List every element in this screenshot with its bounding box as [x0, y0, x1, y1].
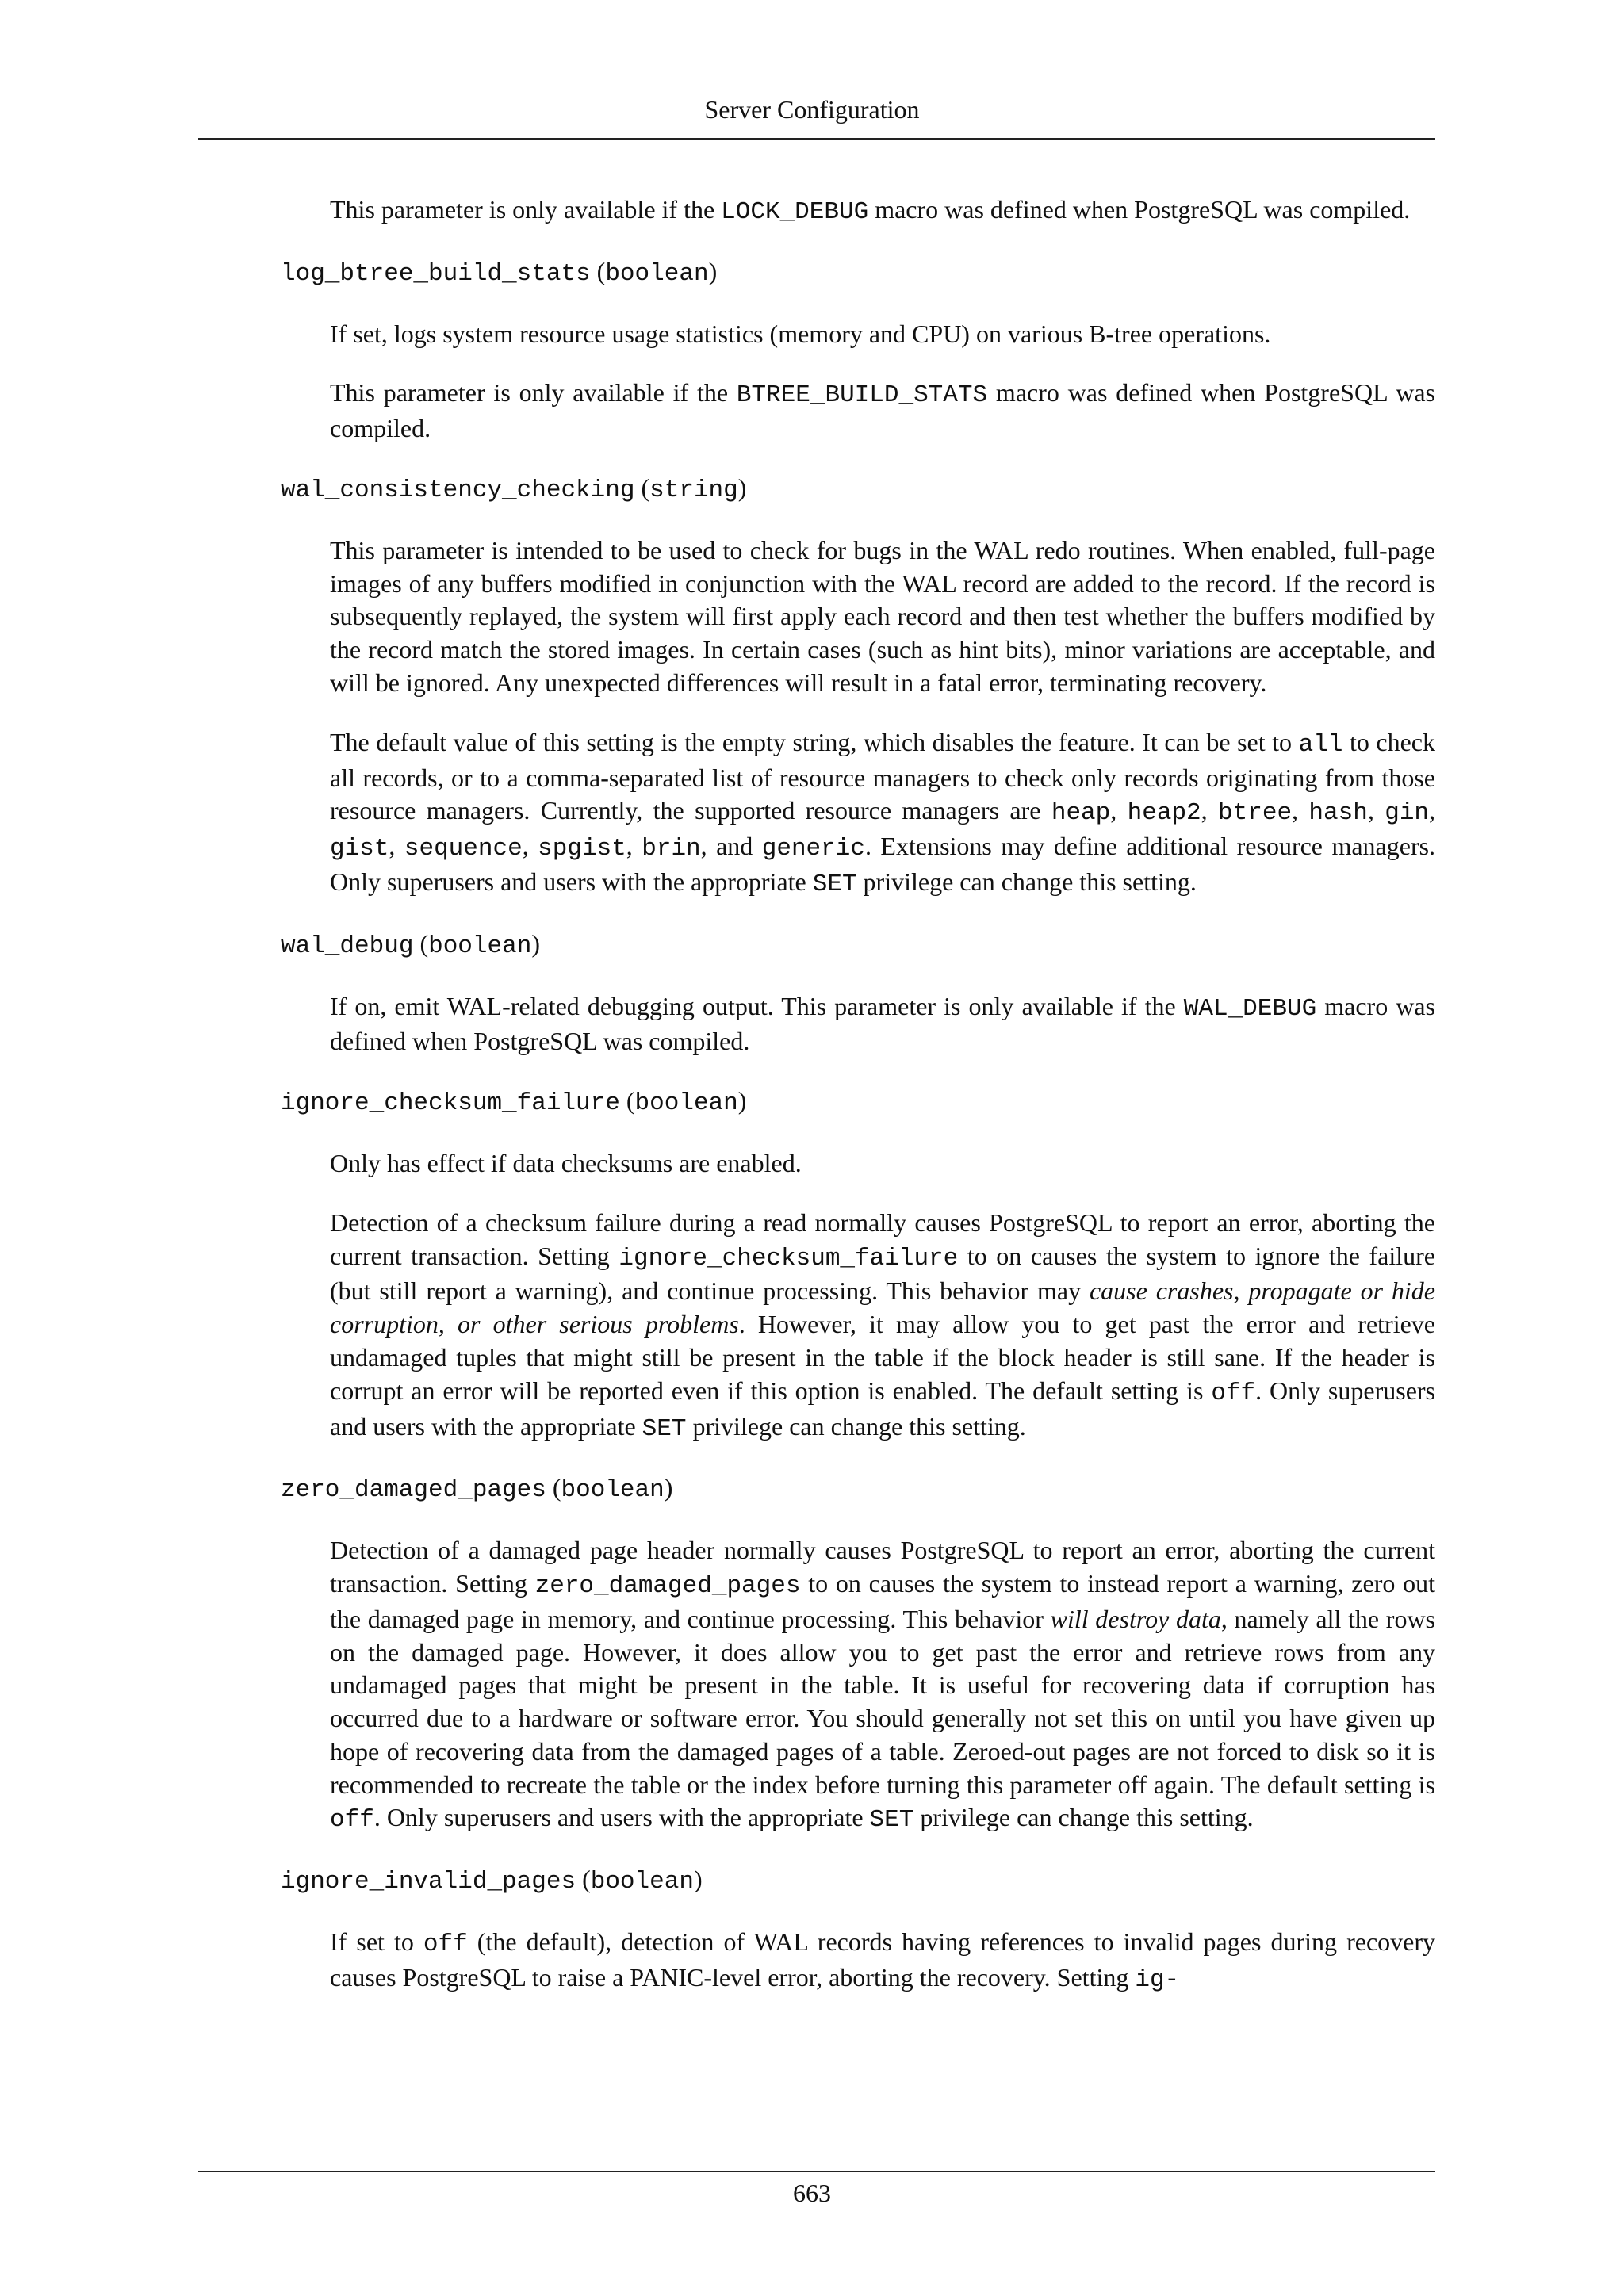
inline-code: all — [1298, 730, 1343, 759]
inline-code: LOCK_DEBUG — [721, 198, 869, 226]
parameter-type: boolean — [428, 932, 532, 960]
text: , namely all the rows on the damaged page. However, it does allow you to get past the error and retrieve rows from any undamaged pages that might be present in the table. It is useful for recovering data if corruption has occurred due to a hardware or software error. You should generally not set this on until you have given up hope of recovering data from the damaged pages of a table. Zeroed-out pages are not forced to disk so it is recommended to recreate the table or the index before turning this parameter off again. The default setting is — [330, 1604, 1435, 1799]
resource-manager: generic — [761, 835, 865, 863]
resource-manager: gist — [330, 835, 389, 863]
parameter-name: wal_consistency_checking — [281, 476, 635, 504]
paragraph — [330, 193, 1435, 229]
text: Detection of a damaged page header normally causes PostgreSQL to report an error, aborting the current transaction. Setting — [330, 1536, 1435, 1598]
emphasis: cause crashes, propagate or hide corruption, or other serious problems — [330, 1276, 1436, 1339]
inline-code: off — [1211, 1379, 1256, 1407]
inline-code: ig- — [1135, 1965, 1180, 1994]
header-rule — [198, 138, 1435, 140]
resource-manager: brin — [642, 835, 701, 863]
paragraph — [330, 726, 1435, 901]
resource-manager: btree — [1218, 799, 1293, 828]
resource-manager: sequence — [404, 835, 523, 863]
parameter-term: ignore_invalid_pages (boolean) — [281, 1865, 703, 1896]
paragraph: If set, logs system resource usage statistics (memory and CPU) on various B-tree operations. — [330, 319, 1271, 348]
text: macro was defined when PostgreSQL was compiled. — [868, 195, 1411, 224]
parameter-term: ignore_checksum_failure (boolean) — [281, 1086, 747, 1118]
inline-code: off — [330, 1806, 374, 1835]
paragraph — [330, 1926, 1435, 1997]
inline-code: SET — [642, 1414, 687, 1443]
paragraph: Only has effect if data checksums are enabled. — [330, 1148, 802, 1177]
parameter-name: wal_debug — [281, 932, 414, 960]
text: macro was defined when PostgreSQL was compiled. — [330, 991, 1436, 1056]
parameter-type: boolean — [605, 259, 709, 288]
resource-manager: spgist — [538, 835, 626, 863]
text: This parameter is only available if the — [330, 195, 722, 224]
running-header: Server Configuration — [704, 95, 920, 124]
page-number: 663 — [793, 2179, 831, 2207]
text: macro was defined when PostgreSQL was compiled. — [330, 378, 1435, 443]
text: . Extensions may define additional resource managers. Only superusers and users with the appropriate — [330, 832, 1436, 896]
text: . Only superusers and users with the appropriate — [330, 1376, 1436, 1441]
parameter-term: wal_debug (boolean) — [281, 928, 540, 960]
parameter-name: ignore_invalid_pages — [281, 1868, 576, 1896]
paragraph — [330, 1207, 1435, 1446]
inline-code: WAL_DEBUG — [1183, 994, 1317, 1023]
text: The default value of this setting is the empty string, which disables the feature. It can be set to — [330, 727, 1299, 756]
inline-code: ignore_checksum_failure — [619, 1244, 959, 1272]
parameter-name: log_btree_build_stats — [281, 259, 591, 288]
parameter-name: zero_damaged_pages — [281, 1476, 546, 1505]
separator: , — [1292, 796, 1309, 825]
inline-code: SET — [869, 1806, 914, 1835]
parameter-type: boolean — [561, 1476, 665, 1505]
emphasis: will destroy data — [1050, 1604, 1221, 1633]
paragraph — [330, 377, 1435, 446]
text: privilege can change this setting. — [914, 1803, 1254, 1832]
parameter-type: boolean — [634, 1089, 738, 1118]
text: to check all records, or to a comma-separated list of resource managers to check only records originating from those resource managers. Currently, the supported resource managers are — [330, 727, 1436, 825]
resource-manager: hash — [1308, 799, 1368, 828]
text: to on causes the system to instead report a warning, zero out the damaged page in memory, and continue processing. This behavior — [330, 1568, 1436, 1633]
separator: , — [626, 832, 642, 861]
parameter-type: string — [649, 476, 738, 504]
text: If on, emit WAL-related debugging output. This parameter is only available if the — [330, 991, 1184, 1020]
footer-rule — [198, 2171, 1435, 2172]
text: privilege can change this setting. — [686, 1411, 1026, 1441]
paragraph: This parameter is intended to be used to check for bugs in the WAL redo routines. When enabled, full-page images of any buffers modified in conjunction with the WAL record are added to the record. If the record is subsequently replayed, the system will first apply each record and then test whether the buffers modified by the record match the stored images. In certain cases (such as hint bits), minor variations are acceptable, and will be ignored. Any unexpected differences will result in a fatal error, terminating recovery. — [330, 535, 1435, 697]
parameter-term: wal_consistency_checking (string) — [281, 473, 747, 504]
separator: , — [1429, 796, 1436, 825]
text: . However, it may allow you to get past the error and retrieve undamaged tuples that might still be present in the table if the block header is still sane. If the header is corrupt an error will be reported even if this option is enabled. The default setting is — [330, 1310, 1435, 1405]
resource-manager: heap2 — [1127, 799, 1201, 828]
inline-code: off — [423, 1931, 468, 1959]
separator: , and — [700, 832, 762, 861]
text: Detection of a checksum failure during a read normally causes PostgreSQL to report an error, aborting the current transaction. Setting — [330, 1207, 1435, 1270]
resource-manager: gin — [1385, 799, 1430, 828]
page-body — [281, 193, 1436, 2023]
resource-manager: heap — [1051, 799, 1111, 828]
inline-code: SET — [812, 870, 857, 898]
paragraph — [330, 990, 1435, 1059]
text: This parameter is only available if the — [330, 378, 737, 408]
text: privilege can change this setting. — [856, 867, 1197, 896]
parameter-type: boolean — [590, 1868, 694, 1896]
paragraph — [330, 1534, 1435, 1837]
separator: , — [389, 832, 404, 861]
separator: , — [1110, 796, 1128, 825]
inline-code: zero_damaged_pages — [534, 1571, 801, 1600]
separator: , — [522, 832, 538, 861]
text: to on causes the system to ignore the failure (but still report a warning), and continue processing. This behavior may — [330, 1241, 1436, 1306]
text: (the default), detection of WAL records having references to invalid pages during recovery causes PostgreSQL to raise a PANIC-level error, aborting the recovery. Setting — [330, 1927, 1436, 1992]
parameter-name: ignore_checksum_failure — [281, 1089, 620, 1118]
text: . Only superusers and users with the appropriate — [373, 1803, 870, 1832]
inline-code: BTREE_BUILD_STATS — [736, 381, 988, 410]
parameter-term: zero_damaged_pages (boolean) — [281, 1473, 673, 1505]
parameter-term: log_btree_build_stats (boolean) — [281, 256, 718, 288]
separator: , — [1367, 796, 1385, 825]
text: If set to — [330, 1927, 423, 1957]
separator: , — [1201, 796, 1219, 825]
